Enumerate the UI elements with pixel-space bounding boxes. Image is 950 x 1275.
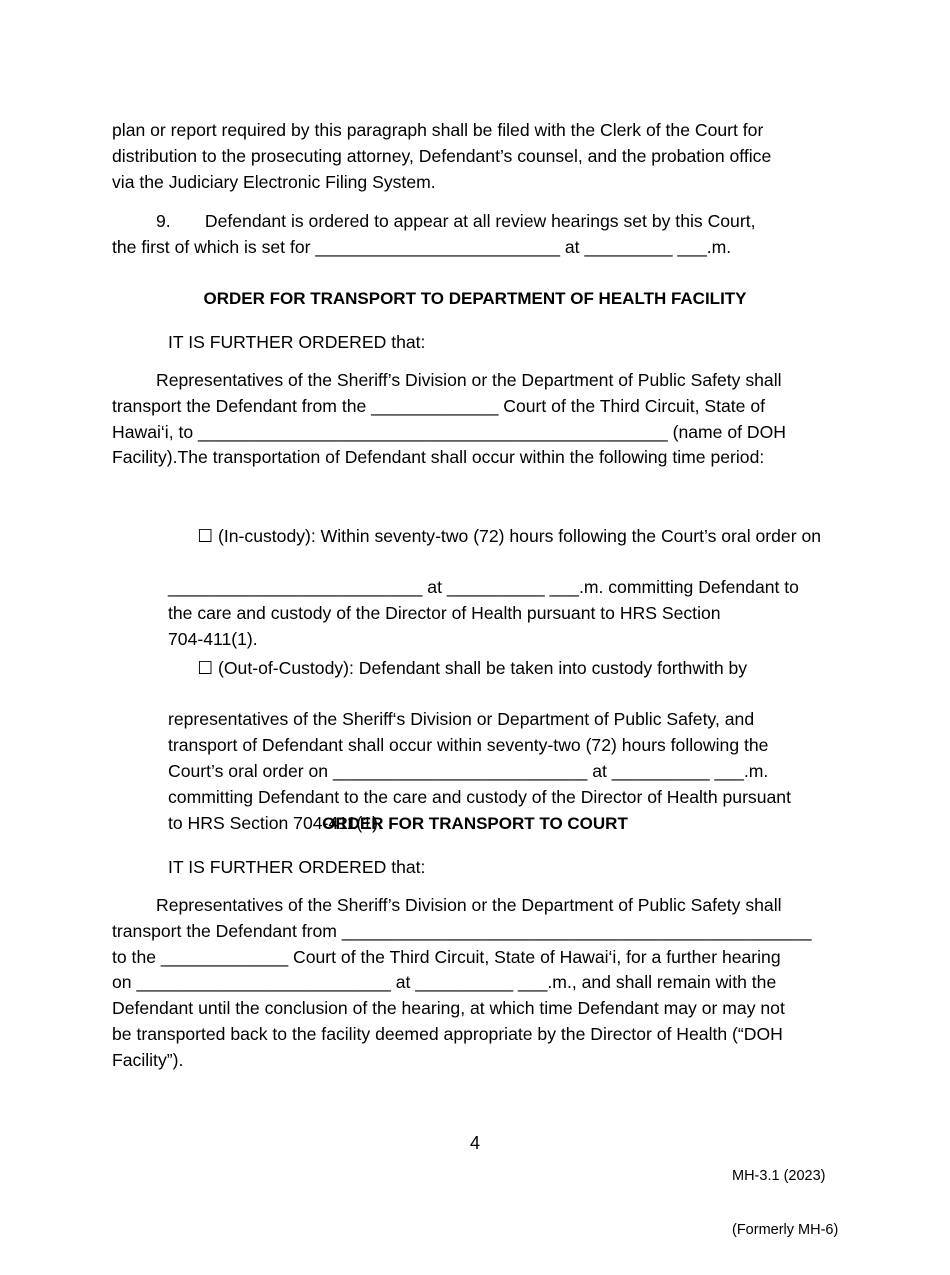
text-line: transport the Defendant from ________________________________________________ xyxy=(112,920,812,941)
further-ordered-label: IT IS FURTHER ORDERED that: xyxy=(168,332,426,352)
carryover-paragraph xyxy=(112,118,842,195)
section-heading-court-transport: ORDER FOR TRANSPORT TO COURT xyxy=(322,814,628,833)
text-line: Representatives of the Sheriff’s Division or the Department of Public Safety shall xyxy=(112,370,782,390)
text-line: Facility”). xyxy=(112,1049,184,1070)
text-line: (In-custody): Within seventy-two (72) hours following the Court’s oral order on xyxy=(213,525,822,546)
text-line: plan or report required by this paragraph shall be filed with the Clerk of the Court for xyxy=(112,120,764,140)
formerly-text: (Formerly MH-6) xyxy=(732,1222,839,1238)
text-line: transport of Defendant shall occur within seventy-two (72) hours following the xyxy=(168,735,769,756)
court-transport-paragraph xyxy=(112,893,842,1074)
text-line: on __________________________ at __________ ___.m., and shall remain with the xyxy=(112,972,777,993)
text-line: 9. Defendant is ordered to appear at all review hearings set by this Court, xyxy=(112,211,756,231)
text-line: __________________________ at __________ ___.m. committing Defendant to xyxy=(168,577,799,598)
further-ordered-label: IT IS FURTHER ORDERED that: xyxy=(168,857,426,877)
text-line: the care and custody of the Director of Health pursuant to HRS Section xyxy=(168,603,721,624)
out-of-custody-checkbox[interactable]: ☐ xyxy=(197,657,214,678)
section-heading-doh-transport: ORDER FOR TRANSPORT TO DEPARTMENT OF HEALTH FACILITY xyxy=(203,289,747,308)
text-line: committing Defendant to the care and custody of the Director of Health pursuant xyxy=(168,786,791,807)
text-line: Court’s oral order on __________________________ at __________ ___.m. xyxy=(168,760,769,781)
text-line: Defendant until the conclusion of the hearing, at which time Defendant may or may not xyxy=(112,998,785,1019)
form-id-text: MH-3.1 (2023) xyxy=(732,1168,826,1184)
in-custody-checkbox[interactable]: ☐ xyxy=(197,525,214,546)
option-out-of-custody xyxy=(168,630,842,836)
text-line: 704-411(1). xyxy=(168,628,258,649)
doh-transport-paragraph xyxy=(112,368,842,471)
text-line: representatives of the Sheriff‘s Division or Department of Public Safety, and xyxy=(168,709,755,730)
text-line: transport the Defendant from the _____________ Court of the Third Circuit, State of xyxy=(112,395,765,416)
paragraph-9 xyxy=(112,209,842,261)
text-line: distribution to the prosecuting attorney, Defendant’s counsel, and the probation office xyxy=(112,145,772,166)
text-line: (Out-of-Custody): Defendant shall be taken into custody forthwith by xyxy=(213,657,748,678)
form-identifier xyxy=(732,1131,838,1275)
text-line: Hawai‘i, to ________________________________________________ (name of DOH xyxy=(112,421,787,442)
text-line: the first of which is set for _________________________ at _________ ___.m. xyxy=(112,236,732,257)
page-number: 4 xyxy=(469,1133,480,1153)
text-line: Representatives of the Sheriff’s Division or the Department of Public Safety shall xyxy=(112,895,782,915)
text-line: Facility).The transportation of Defendant shall occur within the following time period: xyxy=(112,447,765,468)
text-line: be transported back to the facility deemed appropriate by the Director of Health (“DOH xyxy=(112,1023,783,1044)
text-line: to HRS Section 704-411(1). xyxy=(168,812,383,833)
text-line: via the Judiciary Electronic Filing System. xyxy=(112,171,436,192)
text-line: to the _____________ Court of the Third Circuit, State of Hawai‘i, for a further hearing xyxy=(112,946,781,967)
